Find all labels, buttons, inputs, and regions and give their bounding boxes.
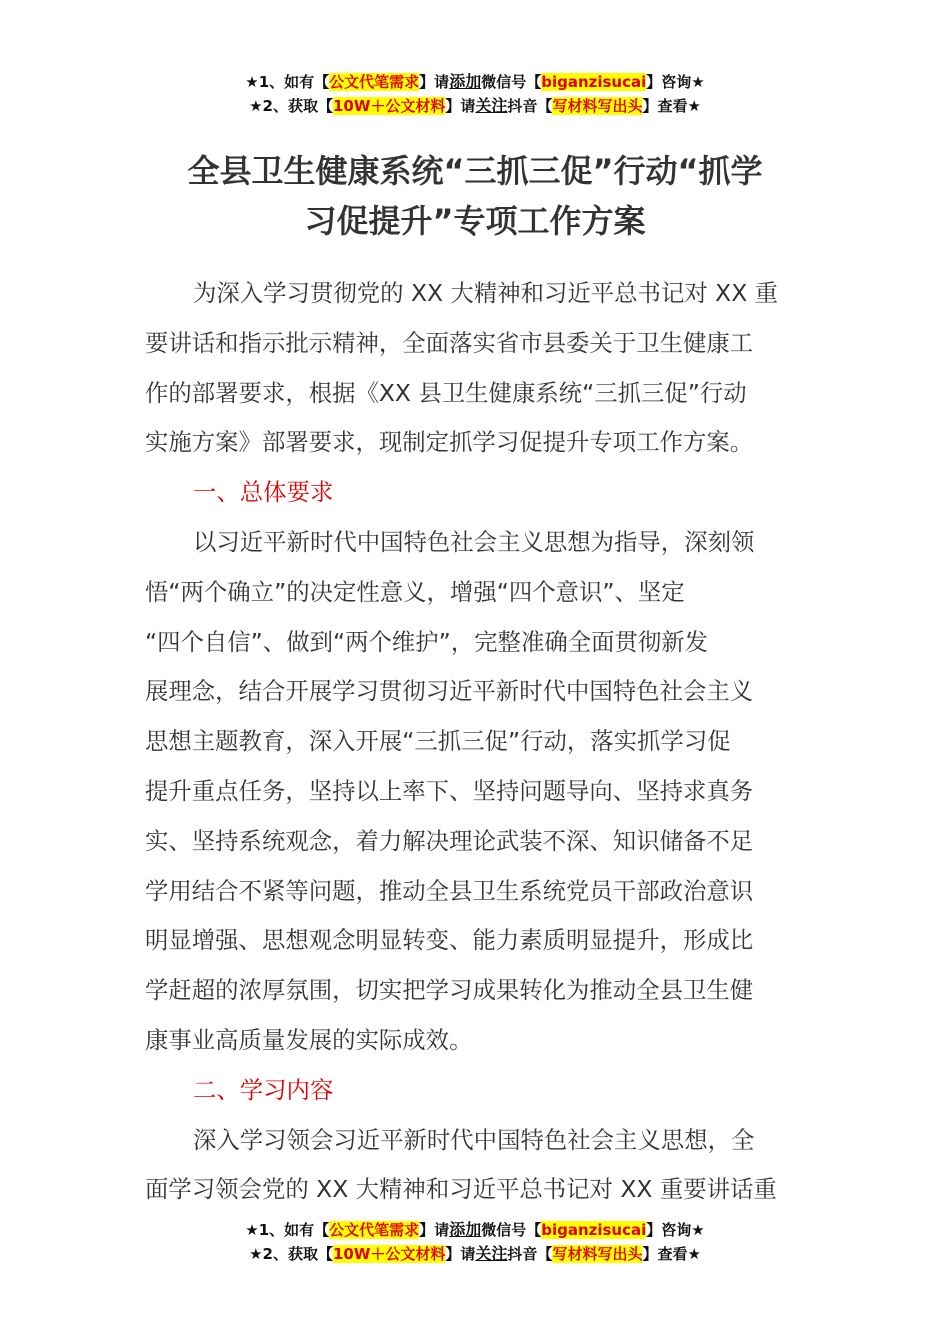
section-heading-2: 二、学习内容	[193, 1075, 334, 1104]
promo-header	[0, 70, 950, 118]
promo-highlight: 写材料写出头	[552, 97, 643, 115]
paragraph-line: 明显增强、思想观念明显转变、能力素质明显提升，形成比	[145, 926, 754, 955]
paragraph-line: 实、坚持系统观念，着力解决理论武装不深、知识储备不足	[145, 826, 754, 855]
promo-highlight: 公文代笔需求	[329, 73, 420, 91]
promo-text: 抖音【	[507, 97, 553, 115]
promo-underline: 添加	[449, 1220, 482, 1239]
promo-highlight: 10W＋公文材料	[332, 97, 446, 115]
paragraph-line: 要讲话和指示批示精神，全面落实省市县委关于卫生健康工	[145, 328, 754, 357]
paragraph-line: 学赶超的浓厚氛围，切实把学习成果转化为推动全县卫生健	[145, 976, 754, 1005]
promo-highlight: 10W＋公文材料	[332, 1245, 446, 1263]
promo-text: 微信号【	[481, 73, 542, 91]
promo-text: 】查看★	[642, 97, 701, 115]
title-line-1: 全县卫生健康系统“三抓三促”行动“抓学	[187, 152, 763, 190]
promo-text: ★1、如有【	[245, 73, 330, 91]
document-body	[145, 269, 807, 1215]
paragraph-line: 以习近平新时代中国特色社会主义思想为指导，深刻领	[193, 527, 755, 556]
promo-highlight: 写材料写出头	[552, 1245, 643, 1263]
section-heading-1: 一、总体要求	[193, 478, 334, 507]
promo-text: 】请	[419, 1221, 450, 1239]
promo-text: 抖音【	[507, 1245, 553, 1263]
paragraph-line: 学用结合不紧等问题，推动全县卫生系统党员干部政治意识	[145, 876, 754, 905]
promo-footer	[0, 1218, 950, 1266]
paragraph-line: 思想主题教育，深入开展“三抓三促”行动，落实抓学习促	[145, 727, 731, 756]
promo-text: ★2、获取【	[249, 1245, 333, 1263]
paragraph-line: 康事业高质量发展的实际成效。	[145, 1025, 473, 1054]
promo-line-1	[0, 70, 950, 94]
promo-underline: 关注	[475, 96, 508, 115]
paragraph-line: 为深入学习贯彻党的 XX 大精神和习近平总书记对 XX 重	[193, 279, 779, 307]
promo-text: 】请	[445, 1245, 476, 1263]
promo-highlight: 公文代笔需求	[329, 1221, 420, 1239]
promo-line-2	[0, 94, 950, 118]
promo-underline: 添加	[449, 72, 482, 91]
promo-text: 】咨询★	[646, 1221, 705, 1239]
promo-text: 】查看★	[642, 1245, 701, 1263]
promo-line-1	[0, 1218, 950, 1242]
promo-underline: 关注	[475, 1244, 508, 1263]
promo-text: ★1、如有【	[245, 1221, 330, 1239]
paragraph-line: 提升重点任务，坚持以上率下、坚持问题导向、坚持求真务	[145, 776, 754, 805]
paragraph-line: 面学习领会党的 XX 大精神和习近平总书记对 XX 重要讲话重	[145, 1175, 777, 1204]
promo-text: 】请	[419, 73, 450, 91]
paragraph-line: 实施方案》部署要求，现制定抓学习促提升专项工作方案。	[145, 428, 754, 457]
paragraph-line: 作的部署要求，根据《XX 县卫生健康系统“三抓三促”行动	[145, 378, 747, 407]
paragraph-line: 展理念，结合开展学习贯彻习近平新时代中国特色社会主义	[145, 677, 754, 706]
paragraph-line: 悟“两个确立”的决定性意义，增强“四个意识”、坚定	[145, 577, 685, 606]
promo-highlight: biganzisucai	[541, 1221, 647, 1239]
title-line-2: 习促提升”专项工作方案	[304, 202, 646, 240]
promo-text: ★2、获取【	[249, 97, 333, 115]
promo-text: 】咨询★	[646, 73, 705, 91]
document-title	[145, 146, 805, 246]
promo-text: 】请	[445, 97, 476, 115]
promo-text: 微信号【	[481, 1221, 542, 1239]
paragraph-line: “四个自信”、做到“两个维护”，完整准确全面贯彻新发	[145, 627, 709, 656]
promo-highlight: biganzisucai	[541, 73, 647, 91]
promo-line-2	[0, 1242, 950, 1266]
paragraph-line: 深入学习领会习近平新时代中国特色社会主义思想，全	[193, 1125, 755, 1154]
